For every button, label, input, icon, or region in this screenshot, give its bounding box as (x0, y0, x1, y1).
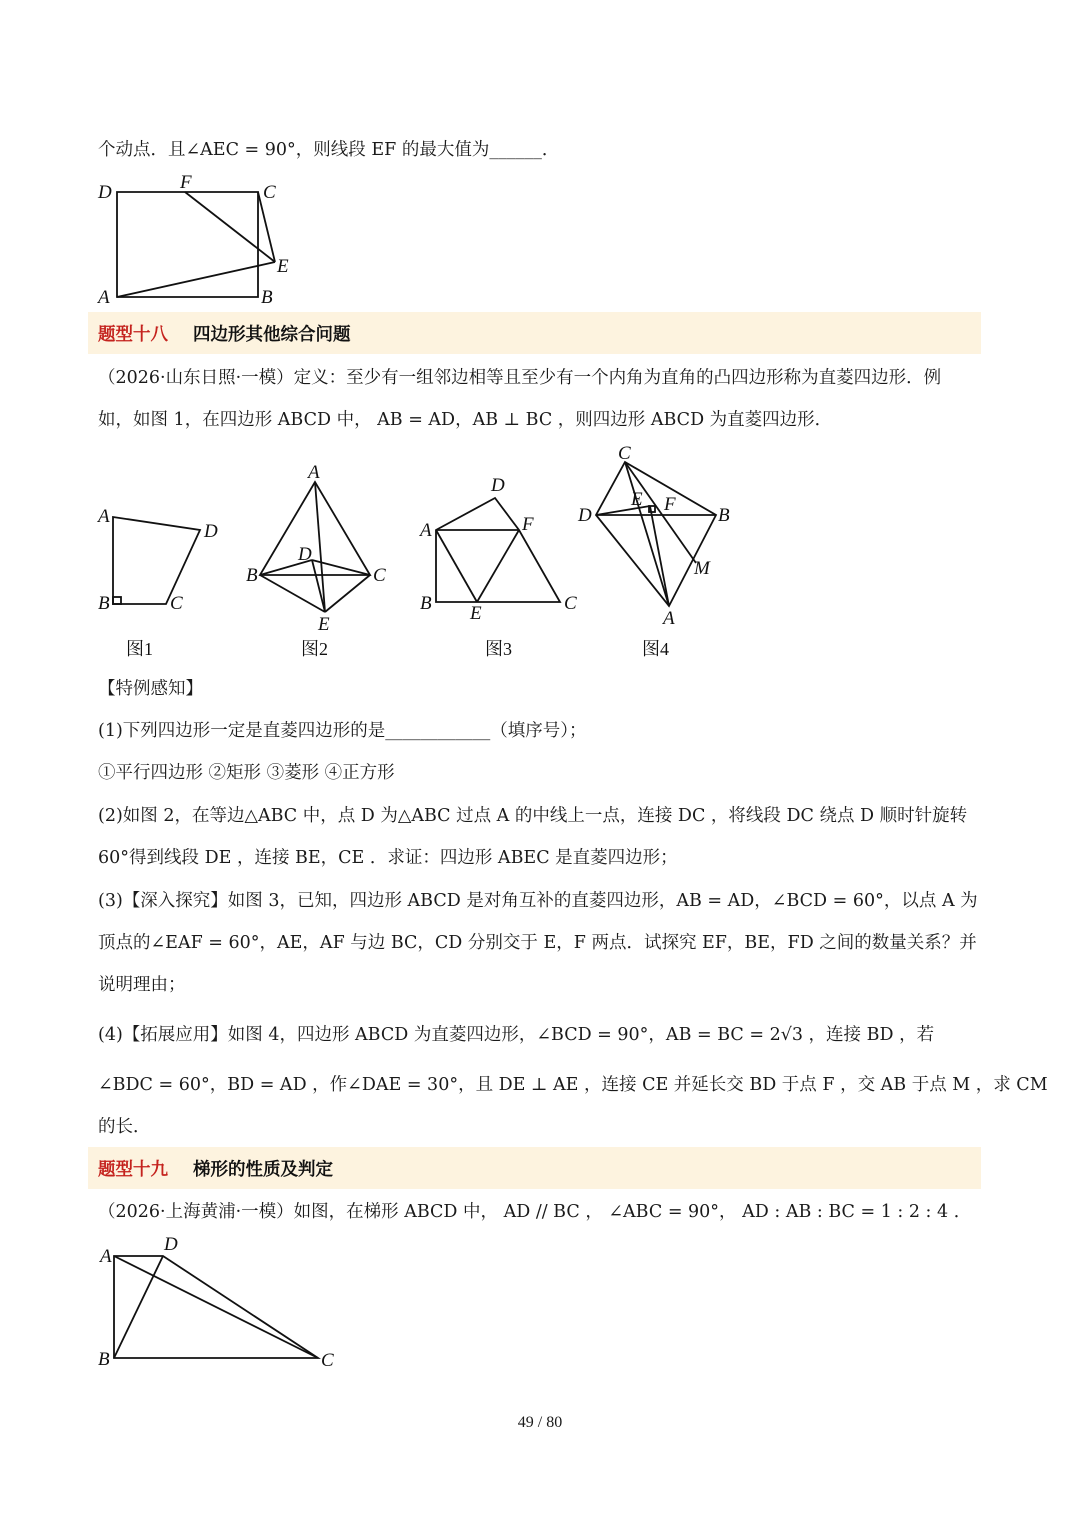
special-title: 【特例感知】 (98, 679, 203, 699)
fig1-label-C: C (170, 593, 183, 614)
question-1: (1)下列四边形一定是直菱四边形的是____________（填序号）； (98, 721, 587, 741)
question-4-line2: ∠BDC = 60°，BD = AD ，作∠DAE = 30°，且 DE ⊥ AE ，连接 CE 并延长交 BD 于点 F ，交 AB 于点 M ，求 CM (98, 1075, 1048, 1095)
section-tag: 题型十八 (98, 325, 168, 345)
fig-rect-label-C: C (263, 182, 276, 203)
fig4-label-F: F (664, 494, 676, 515)
problem18-line2: 如，如图 1，在四边形 ABCD 中， AB = AD，AB ⊥ BC ，则四边形 ABCD 为直菱四边形． (98, 410, 833, 430)
fig3-label-D: D (491, 475, 505, 496)
fig2-label-D: D (298, 544, 312, 565)
fig4-label-D: D (578, 505, 592, 526)
section-title: 四边形其他综合问题 (193, 325, 351, 345)
fig1-label-D: D (204, 521, 218, 542)
fig-caption-4: 图4 (642, 639, 669, 659)
problem19-line1: （2026·上海黄浦·一模）如图，在梯形 ABCD 中， AD // BC ， ∠ABC = 90°， AD : AB : BC = 1 : 2 : 4 ． (98, 1202, 972, 1222)
intro-line: 个动点．且∠AEC = 90°，则线段 EF 的最大值为______． (98, 140, 560, 160)
fig-rect-label-B: B (261, 287, 273, 308)
fig3-label-F: F (522, 514, 534, 535)
section-banner-18 (88, 312, 981, 354)
fig-trap-label-D: D (164, 1234, 178, 1255)
fig3-label-E: E (470, 603, 482, 624)
fig-rect-label-F: F (180, 172, 192, 193)
page-number: 49 / 80 (517, 1414, 563, 1431)
fig4-label-B: B (718, 505, 730, 526)
fig-trap-label-A: A (100, 1246, 112, 1267)
fig2-label-C: C (373, 565, 386, 586)
fig2-label-B: B (246, 565, 258, 586)
section-title: 梯形的性质及判定 (193, 1160, 333, 1180)
fig4-label-C: C (618, 443, 631, 464)
fig3-label-B: B (420, 593, 432, 614)
question-1-options: ①平行四边形 ②矩形 ③菱形 ④正方形 (98, 763, 395, 783)
fig3-label-C: C (564, 593, 577, 614)
fig-rect-label-A: A (98, 287, 110, 308)
fig-trap-label-C: C (321, 1350, 334, 1371)
fig1-label-A: A (98, 506, 110, 527)
question-4-line3: 的长． (98, 1117, 151, 1137)
fig4-label-E: E (631, 489, 643, 510)
fig3-label-A: A (420, 520, 432, 541)
fig-caption-1: 图1 (126, 639, 153, 659)
question-3-line2: 顶点的∠EAF = 60°，AE，AF 与边 BC，CD 分别交于 E，F 两点．试探究 EF，BE，FD 之间的数量关系？并 (98, 933, 977, 953)
fig-caption-3: 图3 (485, 639, 512, 659)
fig4-label-M: M (694, 558, 710, 579)
fig-rect-label-E: E (277, 256, 289, 277)
fig2-label-E: E (318, 614, 330, 635)
fig-rect-label-D: D (98, 182, 112, 203)
fig4-label-A: A (663, 608, 675, 629)
question-3-line3: 说明理由； (98, 975, 186, 995)
section-banner-19 (88, 1147, 981, 1189)
fig2-label-A: A (308, 462, 320, 483)
question-4-line1: (4)【拓展应用】如图 4，四边形 ABCD 为直菱四边形，∠BCD = 90°，AB = BC = 2√3 ，连接 BD ，若 (98, 1025, 935, 1045)
fig1-label-B: B (98, 593, 110, 614)
question-2-line1: (2)如图 2，在等边△ABC 中，点 D 为△ABC 过点 A 的中线上一点，连接 DC ，将线段 DC 绕点 D 顺时针旋转 (98, 806, 968, 826)
section-tag: 题型十九 (98, 1160, 168, 1180)
question-2-line2: 60°得到线段 DE ，连接 BE，CE ．求证：四边形 ABEC 是直菱四边形； (98, 848, 678, 868)
problem18-line1: （2026·山东日照·一模）定义：至少有一组邻边相等且至少有一个内角为直角的凸四边形称为直菱四边形．例 (98, 368, 942, 388)
question-3-line1: (3)【深入探究】如图 3，已知，四边形 ABCD 是对角互补的直菱四边形，AB = AD，∠BCD = 60°，以点 A 为 (98, 891, 978, 911)
fig-caption-2: 图2 (301, 639, 328, 659)
fig-trap-label-B: B (98, 1349, 110, 1370)
